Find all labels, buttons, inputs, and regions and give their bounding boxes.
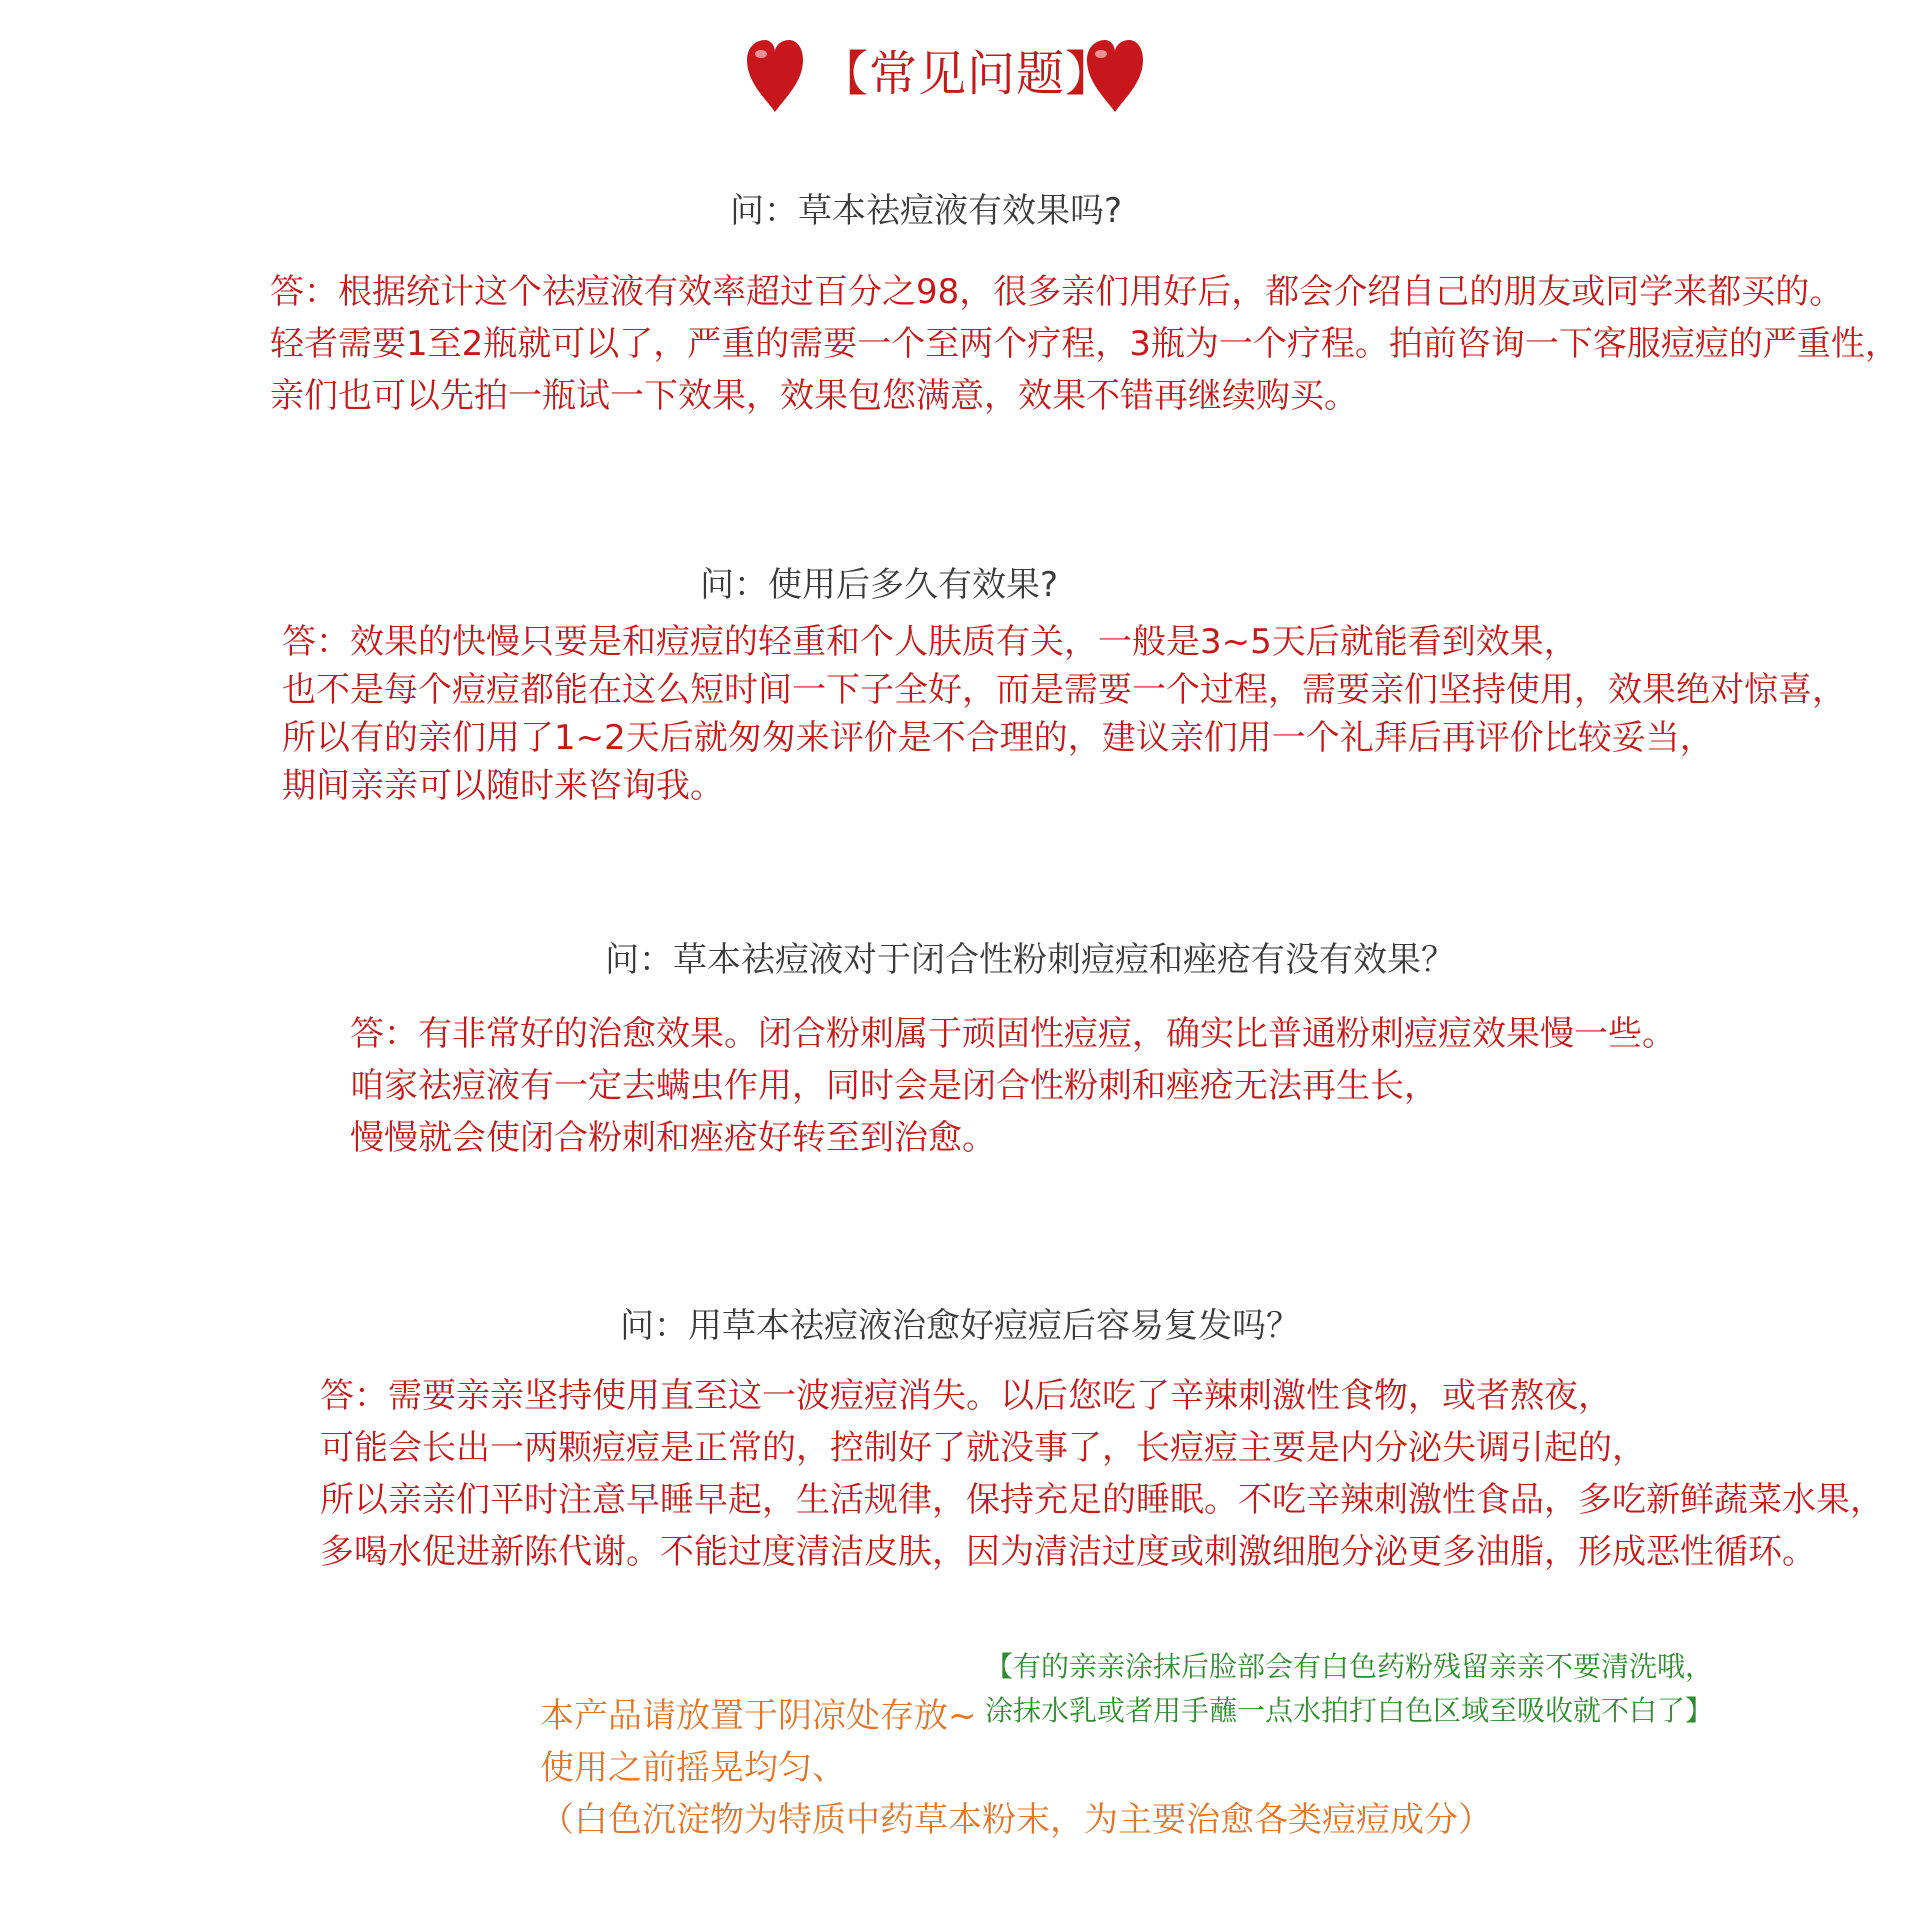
usage-tip-line: 涂抹水乳或者用手蘸一点水拍打白色区域至吸收就不白了】 [985, 1694, 1714, 1727]
faq-answer-4-line: 答：需要亲亲坚持使用直至这一波痘痘消失。以后您吃了辛辣刺激性食物，或者熬夜， [320, 1376, 1612, 1416]
storage-note-line: 使用之前摇晃均匀、 [540, 1748, 846, 1788]
faq-answer-1 [270, 266, 1899, 422]
faq-answer-2-line: 所以有的亲们用了1~2天后就匆匆来评价是不合理的，建议亲们用一个礼拜后再评价比较妥当， [282, 718, 1714, 758]
faq-answer-1-line: 亲们也可以先拍一瓶试一下效果，效果包您满意，效果不错再继续购买。 [270, 376, 1358, 416]
faq-answer-3-line: 慢慢就会使闭合粉刺和痤疮好转至到治愈。 [350, 1118, 996, 1158]
faq-answer-2 [282, 618, 1846, 810]
storage-note-line: 本产品请放置于阴凉处存放~ [540, 1696, 977, 1736]
faq-question-1: 问：草本祛痘液有效果吗? [730, 191, 1123, 231]
faq-question-2: 问：使用后多久有效果? [700, 565, 1059, 605]
faq-answer-4 [320, 1370, 1884, 1578]
faq-answer-3-line: 答：有非常好的治愈效果。闭合粉刺属于顽固性痘痘，确实比普通粉刺痘痘效果慢一些。 [350, 1014, 1676, 1054]
faq-answer-4-line: 可能会长出一两颗痘痘是正常的，控制好了就没事了，长痘痘主要是内分泌失调引起的， [320, 1428, 1646, 1468]
faq-answer-3-line: 咱家祛痘液有一定去螨虫作用，同时会是闭合性粉刺和痤疮无法再生长， [350, 1066, 1438, 1106]
heart-icon-left [745, 38, 805, 114]
storage-note [540, 1690, 1492, 1846]
faq-question-4: 问：用草本祛痘液治愈好痘痘后容易复发吗？ [620, 1306, 1300, 1346]
faq-answer-4-line: 所以亲亲们平时注意早睡早起，生活规律，保持充足的睡眠。不吃辛辣刺激性食品，多吃新鲜蔬菜水果， [320, 1480, 1884, 1520]
page-title: 【常见问题】 [820, 46, 1115, 102]
faq-answer-2-line: 也不是每个痘痘都能在这么短时间一下子全好，而是需要一个过程，需要亲们坚持使用，效果绝对惊喜， [282, 670, 1846, 710]
usage-tip-line: 【有的亲亲涂抹后脸部会有白色药粉残留亲亲不要清洗哦， [985, 1650, 1714, 1683]
faq-answer-2-line: 答：效果的快慢只要是和痘痘的轻重和个人肤质有关，一般是3~5天后就能看到效果， [282, 622, 1578, 662]
faq-answer-3 [350, 1008, 1676, 1164]
faq-answer-1-line: 答：根据统计这个祛痘液有效率超过百分之98，很多亲们用好后，都会介绍自己的朋友或同学来都买的。 [270, 272, 1844, 312]
faq-answer-4-line: 多喝水促进新陈代谢。不能过度清洁皮肤，因为清洁过度或刺激细胞分泌更多油脂，形成恶性循环。 [320, 1532, 1816, 1572]
faq-answer-2-line: 期间亲亲可以随时来咨询我。 [282, 766, 724, 806]
faq-answer-1-line: 轻者需要1至2瓶就可以了，严重的需要一个至两个疗程，3瓶为一个疗程。拍前咨询一下客服痘痘的严重性， [270, 324, 1899, 364]
storage-note-line: （白色沉淀物为特质中药草本粉末，为主要治愈各类痘痘成分） [540, 1800, 1492, 1840]
faq-question-3: 问：草本祛痘液对于闭合性粉刺痘痘和痤疮有没有效果？ [605, 940, 1455, 980]
